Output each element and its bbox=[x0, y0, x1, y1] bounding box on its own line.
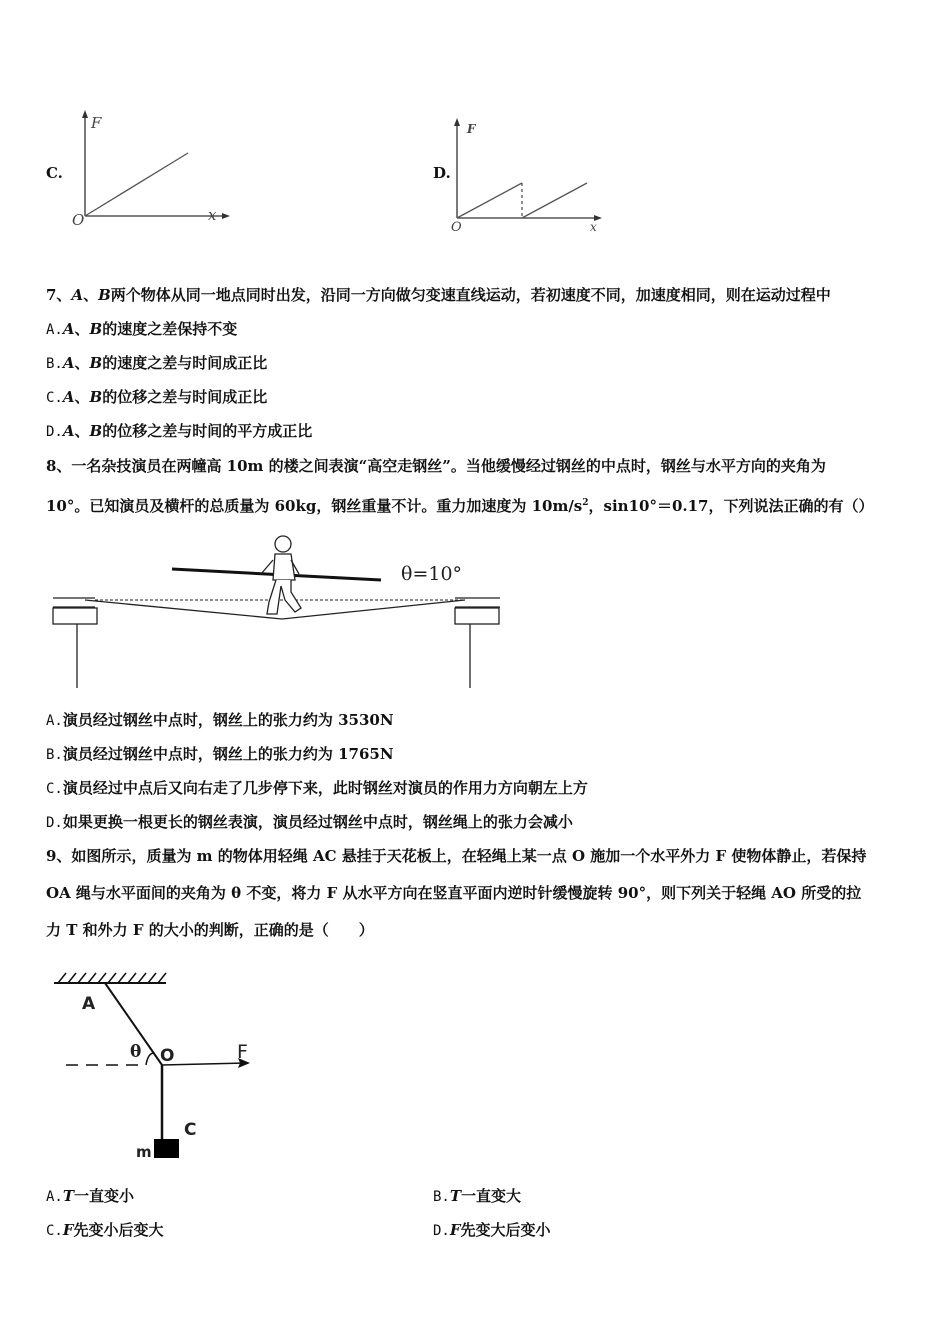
mass-block bbox=[154, 1139, 179, 1158]
mass-m-label: m bbox=[136, 1143, 152, 1161]
q8-tightrope-figure bbox=[45, 528, 515, 693]
theta-label: θ bbox=[130, 1042, 142, 1062]
q7-option-d[interactable]: D.A、B的位移之差与时间的平方成正比 bbox=[46, 422, 313, 440]
q8-option-b[interactable]: B.演员经过钢丝中点时，钢丝上的张力约为 1765N bbox=[46, 745, 394, 763]
axis-x-label: x bbox=[590, 220, 597, 234]
q6-option-d-label: D. bbox=[433, 164, 451, 182]
q7-stem: 7、A、B两个物体从同一地点同时出发，沿同一方向做匀变速直线运动，若初速度不同，加速度相同，则在运动过程中 bbox=[46, 286, 831, 304]
q9-option-c[interactable]: C.F先变小后变大 bbox=[46, 1221, 164, 1239]
q6-graph-c bbox=[60, 108, 240, 233]
axis-x-label: x bbox=[208, 206, 217, 224]
point-a-label: A bbox=[82, 994, 96, 1014]
q9-stem-line3: 力 T 和外力 F 的大小的判断，正确的是（ ） bbox=[46, 921, 374, 939]
q7-option-a[interactable]: A.A、B的速度之差保持不变 bbox=[46, 320, 238, 338]
q9-option-b[interactable]: B.T一直变大 bbox=[433, 1187, 522, 1205]
theta-angle-label: θ=10° bbox=[401, 563, 463, 585]
q7-option-c[interactable]: C.A、B的位移之差与时间成正比 bbox=[46, 388, 268, 406]
q9-stem-line1: 9、如图所示，质量为 m 的物体用轻绳 AC 悬挂于天花板上，在轻绳上某一点 O 施加一个水平外力 F 使物体静止，若保持 bbox=[46, 847, 867, 865]
axis-f-label: F bbox=[467, 122, 476, 136]
q6-graph-d bbox=[445, 115, 615, 235]
axis-f-label: F bbox=[91, 114, 102, 132]
q9-stem-line2: OA 绳与水平面间的夹角为 θ 不变，将力 F 从水平方向在竖直平面内逆时针缓慢旋转 90°，则下列关于轻绳 AO 所受的拉 bbox=[46, 884, 862, 902]
q8-option-c[interactable]: C.演员经过中点后又向右走了几步停下来，此时钢丝对演员的作用力方向朝左上方 bbox=[46, 779, 588, 797]
point-o-label: O bbox=[160, 1046, 175, 1066]
q6-option-c-label: C. bbox=[46, 164, 63, 182]
q8-stem-line1: 8、一名杂技演员在两幢高 10m 的楼之间表演“高空走钢丝”。当他缓慢经过钢丝的中点时，钢丝与水平方向的夹角为 bbox=[46, 457, 826, 475]
q9-option-a[interactable]: A.T一直变小 bbox=[46, 1187, 135, 1205]
q8-option-d[interactable]: D.如果更换一根更长的钢丝表演，演员经过钢丝中点时，钢丝绳上的张力会减小 bbox=[46, 813, 573, 831]
q7-option-b[interactable]: B.A、B的速度之差与时间成正比 bbox=[46, 354, 268, 372]
q9-force-figure bbox=[50, 965, 270, 1165]
origin-label: O bbox=[451, 220, 462, 235]
q9-option-d[interactable]: D.F先变大后变小 bbox=[433, 1221, 551, 1239]
origin-label: O bbox=[72, 211, 85, 229]
point-c-label: C bbox=[184, 1120, 197, 1140]
force-f-label: F bbox=[237, 1041, 248, 1063]
q8-stem-line2: 10°。已知演员及横杆的总质量为 60kg，钢丝重量不计。重力加速度为 $10m/s^2$，sin10°＝0.17，下列说法正确的有（） bbox=[46, 497, 874, 515]
q8-option-a[interactable]: A.演员经过钢丝中点时，钢丝上的张力约为 3530N bbox=[46, 711, 394, 729]
